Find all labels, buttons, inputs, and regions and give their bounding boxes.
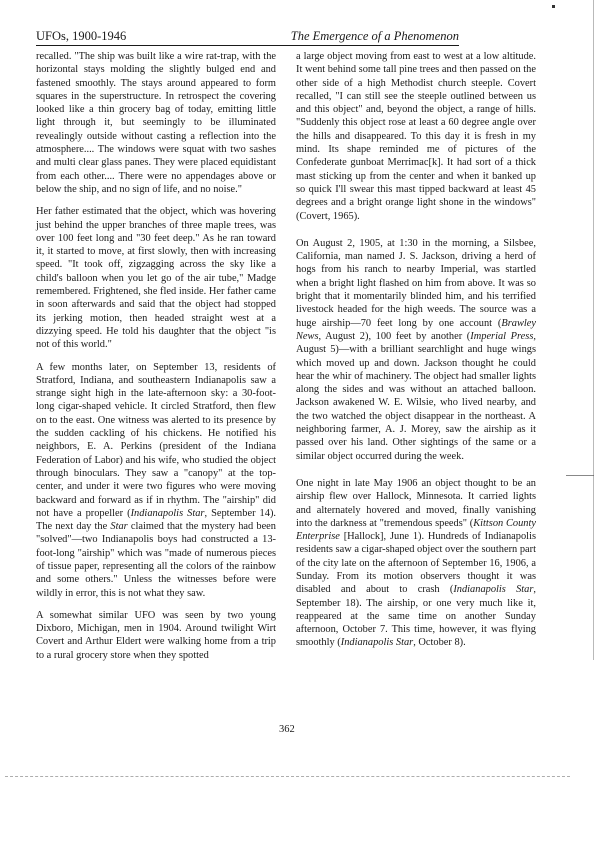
running-header	[36, 29, 459, 46]
paragraph: recalled. "The ship was built like a wire rat-trap, with the horizontal stays molding the slightly bulged end and fastened smoothly. The stays around appeared to form squares in the superstructure. In retrospect the covering looked like a thin grocery bag of today, emitting little light through it, but seemingly to be illuminated revealingly outside without casting a reflection into the atmosphere.... The windows were squat with two sashes and multi clear glass panes. They were placed equidistant from each other.... There were no appendages above or below the ship, and no sign of life, and no noise."	[36, 51, 276, 195]
paragraph: On August 2, 1905, at 1:30 in the morning, a Silsbee, California, man named J. S. Jackson, driving a herd of hogs from his ranch to nearby Imperial, was startled when a bright light flashed on him from above. It was so bright that it momentarily blinded him, and his terrified livestock headed for the high weeds. The source was a huge airship—70 feet long by one account (Brawley News, August 2), 100 feet by another (Imperial Press, August 5)—with a brilliant searchlight and huge wings which moved up and down. Jackson thought he could hear the whir of machinery. The object had smaller lights along the sides and was without an attached balloon. Jackson awakened W. E. Wilsie, who lived nearby, and the two watched the object disappear in the northeast. A neighboring farmer, A. J. Morey, saw the airship as it passed over his land. Other sightings of the same or a similar object occurred during the week.	[296, 237, 536, 462]
chapter-title: The Emergence of a Phenomenon	[290, 29, 459, 43]
citation-title: Indianapolis Star	[340, 637, 414, 649]
paragraph: a large object moving from east to west at a low altitude. It went behind some tall pine trees and then passed on the other side of a high Methodist church steeple. Covert recalled, "I can still see the steeple outlined between us and this object" and, beyond the object, a range of hills. "Suddenly this object rose at least a 60 degree angle over the hills and disappeared. To this day it is fresh in my mind. Its shape reminded me of pictures of the Confederate gunboat Merrimac[k]. It had sort of a thick mast sticking up from the center and when it banked up so quick I'll swear this mast tipped backward at least 45 degrees and a bright orange light shone in the windows" (Covert, 1965).	[296, 51, 536, 222]
paragraph: A somewhat similar UFO was seen by two young Dixboro, Michigan, men in 1904. Around twilight Wirt Covert and Arthur Eldert were walking home from a trip to a rural grocery store when they spotted	[36, 609, 276, 661]
citation-title: Brawley News	[296, 317, 536, 342]
scan-bottom-rule	[5, 776, 570, 777]
scan-speck	[552, 5, 555, 8]
scan-margin-tick	[566, 475, 594, 476]
citation-title: Indianapolis Star	[453, 584, 534, 596]
paragraph: A few months later, on September 13, residents of Stratford, Indiana, and southeastern Indianapolis saw a strange sight high in the late-afternoon sky: a 30-foot-long cigar-shaped vehicle. It circled Stratford, then flew on to the east. One witness was alerted to its presence by the sudden cackling of his chickens. He notified his neighbors, E. A. Perkins (president of the Indiana Federation of Labor) and his wife, who studied the object through binoculars. They saw a "canopy" at the top-center, and under it were two figures who were moving backward and forward as if in rhythm. The "airship" did not have a propeller (Indianapolis Star, September 14). The next day the Star claimed that the mystery had been "solved"—two Indianapolis boys had constructed a 13-foot-long "airship" which was "made of numerous pieces of tissue paper, representing all the colors of the rainbow and some others." Unless the witnesses before were wildly in error, this is not what they saw.	[36, 361, 277, 599]
citation-title: Kittson County Enterprise	[296, 517, 536, 543]
citation-title: Indianapolis Star	[130, 507, 205, 519]
page-number: 362	[279, 724, 295, 735]
scan-margin-line	[593, 0, 594, 660]
paragraph: Her father estimated that the object, which was hovering just behind the upper branches of three maple trees, was over 100 feet long and "30 feet deep." As he ran toward it, it started to move, at first slowly, then with increasing speed. "It took off, zigzagging across the sky like a child's balloon when you let go of the air tube," Madge remembered. Frightened, she fled inside. Her father came in soon afterwards and said that the object had stopped its jerking motion, then headed straight west at a dizzying speed. He told his daughter that the object "is not of this world."	[36, 206, 276, 351]
citation-title: Imperial Press	[470, 330, 534, 342]
right-column	[296, 50, 536, 650]
book-title: UFOs, 1900-1946	[36, 29, 127, 43]
citation-title: Star	[110, 521, 128, 533]
left-column	[36, 50, 276, 662]
paragraph: One night in late May 1906 an object thought to be an airship flew over Hallock, Minnesota. It carried lights and alternately hovered and moved, finally vanishing into the darkness at "tremendous speeds" (Kittson County Enterprise [Hallock], June 1). Hundreds of Indianapolis residents saw a cigar-shaped object over the southern part of the city late on the afternoon of September 16, 1906, a Sunday. From its motion observers thought it was disabled and about to crash (Indianapolis Star, September 18). The airship, or one very much like it, reappeared at the same time on another Sunday afternoon, October 7. This time, however, it was flying smoothly (Indianapolis Star, October 8).	[296, 477, 536, 649]
